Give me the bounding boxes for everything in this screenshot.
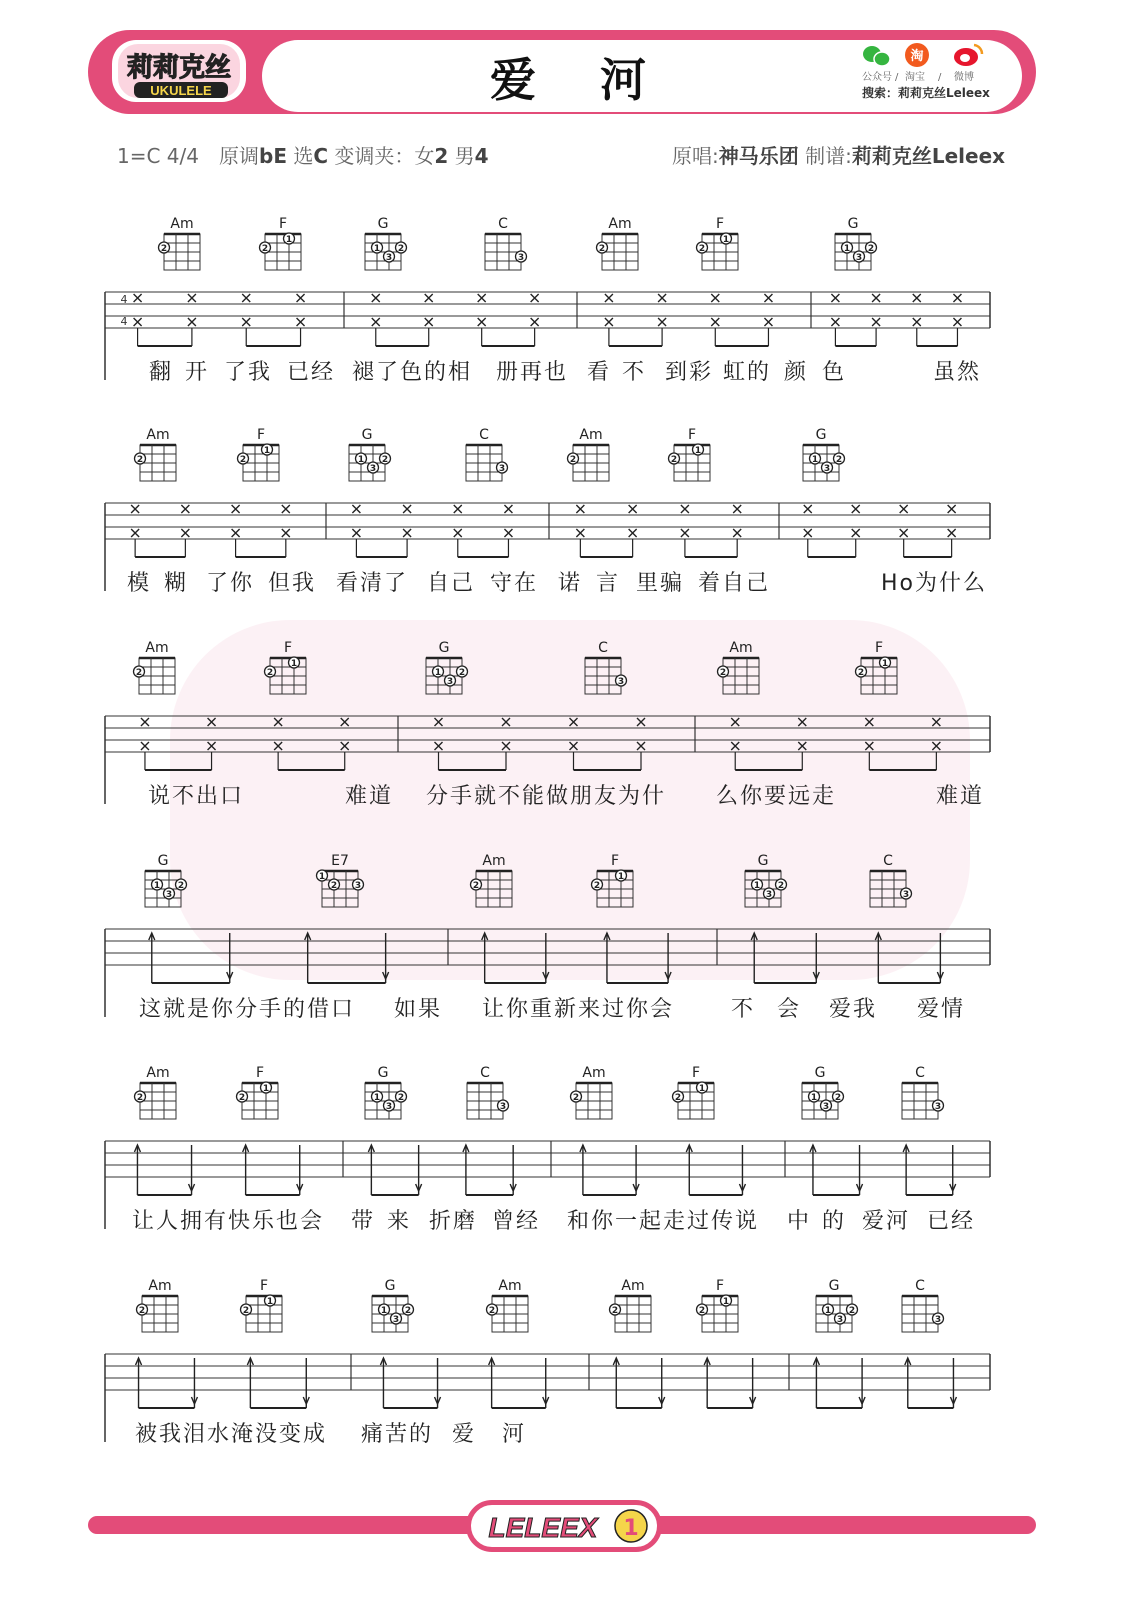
- strum-x-mark: [502, 742, 510, 750]
- finger-number: 2: [136, 455, 144, 465]
- chord-name: G: [384, 1278, 396, 1294]
- strum-x-mark: [570, 718, 578, 726]
- svg-text:/: /: [938, 72, 942, 83]
- chord-name: Am: [482, 853, 506, 869]
- strum-x-mark: [504, 529, 512, 537]
- lyric-text: 中: [786, 1209, 812, 1234]
- finger-number: 3: [934, 1315, 942, 1325]
- strum-x-mark: [852, 529, 860, 537]
- chord-name: F: [610, 853, 620, 869]
- lyric-text: 爱情: [916, 997, 966, 1022]
- finger-number: 1: [434, 668, 442, 678]
- strum-x-mark: [454, 529, 462, 537]
- finger-number: 2: [136, 1093, 144, 1103]
- strum-x-mark: [232, 505, 240, 513]
- finger-number: 2: [488, 1306, 496, 1316]
- strum-x-mark: [831, 318, 839, 326]
- strum-x-mark: [131, 505, 139, 513]
- strum-x-mark: [131, 529, 139, 537]
- finger-number: 2: [834, 1093, 842, 1103]
- finger-number: 3: [385, 1102, 393, 1112]
- strum-x-mark: [282, 529, 290, 537]
- strum-x-mark: [804, 505, 812, 513]
- lyric-text: 着自己: [697, 571, 771, 596]
- strum-x-mark: [570, 742, 578, 750]
- finger-number: 2: [835, 455, 843, 465]
- svg-text:淘: 淘: [910, 49, 924, 64]
- lyric-text: 不: [621, 360, 647, 385]
- lyric-text: 看清了: [335, 571, 409, 596]
- chord-name: F: [256, 427, 266, 443]
- finger-number: 1: [824, 1306, 832, 1316]
- lyric-text: 河: [501, 1422, 527, 1447]
- finger-number: 2: [472, 881, 480, 891]
- strum-x-mark: [681, 529, 689, 537]
- lyric-text: 虹的: [722, 360, 772, 385]
- strum-x-mark: [478, 294, 486, 302]
- finger-number: 2: [593, 881, 601, 891]
- strum-x-mark: [242, 318, 250, 326]
- strum-x-mark: [900, 505, 908, 513]
- finger-number: 2: [397, 1093, 405, 1103]
- strum-x-mark: [141, 718, 149, 726]
- strum-x-mark: [425, 318, 433, 326]
- finger-number: 1: [263, 446, 271, 456]
- strum-x-mark: [352, 505, 360, 513]
- lyric-text: 到彩: [664, 360, 714, 385]
- lyric-text: 不: [730, 997, 756, 1022]
- chord-name: Am: [146, 1065, 170, 1081]
- wechat-label: 公众号: [862, 72, 892, 83]
- strum-x-mark: [731, 742, 739, 750]
- finger-number: 1: [753, 881, 761, 891]
- strum-x-mark: [576, 529, 584, 537]
- strum-x-mark: [948, 529, 956, 537]
- strum-x-mark: [605, 318, 613, 326]
- strum-x-mark: [134, 318, 142, 326]
- chord-name: G: [377, 216, 389, 232]
- strum-x-mark: [403, 529, 411, 537]
- strum-x-mark: [454, 505, 462, 513]
- finger-number: 1: [722, 235, 730, 245]
- strum-x-mark: [232, 529, 240, 537]
- chord-name: C: [598, 640, 608, 656]
- strum-x-mark: [629, 505, 637, 513]
- lyric-text: 模: [126, 571, 152, 596]
- strum-x-mark: [711, 318, 719, 326]
- strum-x-mark: [913, 294, 921, 302]
- chord-name: Am: [729, 640, 753, 656]
- strum-x-mark: [531, 294, 539, 302]
- lyric-text: 来: [386, 1209, 412, 1234]
- chord-name: Am: [148, 1278, 172, 1294]
- lyric-text: 爱我: [828, 997, 878, 1022]
- finger-number: 3: [165, 890, 173, 900]
- lyric-text: 自己: [426, 571, 476, 596]
- chord-name: G: [814, 1065, 826, 1081]
- lyric-text: 褪了色的相: [351, 360, 473, 385]
- finger-number: 2: [458, 668, 466, 678]
- lyric-text: 么你要远走: [715, 784, 837, 809]
- finger-number: 1: [698, 1084, 706, 1094]
- finger-number: 1: [722, 1297, 730, 1307]
- finger-number: 2: [698, 244, 706, 254]
- strum-x-mark: [242, 294, 250, 302]
- footer-badge-num: 1: [623, 1516, 639, 1541]
- strum-x-mark: [576, 505, 584, 513]
- strum-x-mark: [403, 505, 411, 513]
- finger-number: 1: [811, 455, 819, 465]
- chord-name: G: [377, 1065, 389, 1081]
- finger-number: 3: [517, 253, 525, 263]
- finger-number: 1: [373, 244, 381, 254]
- chord-name: G: [757, 853, 769, 869]
- finger-number: 2: [670, 455, 678, 465]
- finger-number: 3: [385, 253, 393, 263]
- lyric-text: 但我: [267, 571, 317, 596]
- svg-text:/: /: [895, 72, 899, 83]
- strum-x-mark: [181, 529, 189, 537]
- strum-x-mark: [531, 318, 539, 326]
- chord-name: Am: [145, 640, 169, 656]
- strum-x-mark: [804, 529, 812, 537]
- finger-number: 2: [857, 668, 865, 678]
- chord-name: G: [438, 640, 450, 656]
- chord-name: C: [479, 427, 489, 443]
- finger-number: 3: [369, 464, 377, 474]
- lyric-text: 如果: [393, 997, 443, 1022]
- time-signature-bottom: 4: [120, 315, 128, 328]
- finger-number: 2: [572, 1093, 580, 1103]
- finger-number: 1: [881, 659, 889, 669]
- finger-number: 2: [698, 1306, 706, 1316]
- lyric-text: 难道: [935, 784, 985, 809]
- chord-name: F: [259, 1278, 269, 1294]
- strum-x-mark: [764, 294, 772, 302]
- strum-x-mark: [932, 742, 940, 750]
- strum-x-mark: [711, 294, 719, 302]
- strum-x-mark: [504, 505, 512, 513]
- lyric-text: 难道: [344, 784, 394, 809]
- strum-x-mark: [297, 318, 305, 326]
- finger-number: 3: [354, 881, 362, 891]
- strum-x-mark: [637, 718, 645, 726]
- finger-number: 1: [357, 455, 365, 465]
- chord-name: F: [278, 216, 288, 232]
- strum-x-mark: [733, 505, 741, 513]
- finger-number: 2: [266, 668, 274, 678]
- lyric-text: 诺: [557, 571, 583, 596]
- finger-number: 2: [238, 1093, 246, 1103]
- chord-name: F: [691, 1065, 701, 1081]
- lyric-text: 这就是你分手的借口: [138, 997, 356, 1022]
- lyric-text: 言: [595, 571, 621, 596]
- finger-number: 2: [719, 668, 727, 678]
- chord-name: G: [815, 427, 827, 443]
- lyric-text: 痛苦的: [360, 1422, 434, 1447]
- strum-x-mark: [798, 742, 806, 750]
- strum-x-mark: [865, 718, 873, 726]
- strum-x-mark: [658, 318, 666, 326]
- strum-x-mark: [637, 742, 645, 750]
- finger-number: 3: [617, 677, 625, 687]
- chord-name: G: [361, 427, 373, 443]
- strum-x-mark: [181, 505, 189, 513]
- finger-number: 2: [404, 1306, 412, 1316]
- chord-name: Am: [146, 427, 170, 443]
- chord-name: Am: [498, 1278, 522, 1294]
- chord-name: F: [283, 640, 293, 656]
- lyric-text: 了你: [205, 571, 255, 596]
- lyric-text: 让人拥有快乐也会: [131, 1209, 325, 1234]
- strum-x-mark: [764, 318, 772, 326]
- lyric-text: 和你一起走过传说: [566, 1209, 760, 1234]
- strum-x-mark: [852, 505, 860, 513]
- chord-name: Am: [621, 1278, 645, 1294]
- chord-name: F: [255, 1065, 265, 1081]
- chord-name: Am: [608, 216, 632, 232]
- strum-x-mark: [681, 505, 689, 513]
- finger-number: 1: [810, 1093, 818, 1103]
- strum-x-mark: [208, 742, 216, 750]
- lyric-text: 带: [350, 1209, 376, 1234]
- strum-x-mark: [352, 529, 360, 537]
- lyric-text: 被我泪水淹没变成: [134, 1422, 328, 1447]
- finger-number: 2: [160, 244, 168, 254]
- strum-x-mark: [865, 742, 873, 750]
- chord-name: F: [715, 216, 725, 232]
- finger-number: 2: [397, 244, 405, 254]
- finger-number: 2: [242, 1306, 250, 1316]
- chord-name: F: [687, 427, 697, 443]
- strum-x-mark: [274, 742, 282, 750]
- lyric-text: 色: [821, 360, 847, 385]
- finger-number: 3: [823, 464, 831, 474]
- strum-x-mark: [629, 529, 637, 537]
- lyric-text: 会: [776, 997, 802, 1022]
- finger-number: 2: [848, 1306, 856, 1316]
- strum-x-mark: [948, 505, 956, 513]
- lyric-text: 翻: [148, 360, 174, 385]
- strum-x-mark: [478, 318, 486, 326]
- chord-name: C: [915, 1278, 925, 1294]
- finger-number: 3: [499, 1102, 507, 1112]
- strum-x-mark: [435, 718, 443, 726]
- strum-x-mark: [932, 718, 940, 726]
- lyric-text: 的: [821, 1209, 847, 1234]
- lyric-text: 已经: [286, 360, 336, 385]
- lyric-text: 守在: [489, 571, 539, 596]
- finger-number: 3: [836, 1315, 844, 1325]
- lyric-text: 让你重新来过你会: [481, 997, 675, 1022]
- finger-number: 1: [380, 1306, 388, 1316]
- finger-number: 3: [902, 890, 910, 900]
- chord-name: E7: [331, 853, 349, 869]
- strum-x-mark: [953, 318, 961, 326]
- lyric-text: 册再也: [495, 360, 569, 385]
- chord-name: C: [915, 1065, 925, 1081]
- chord-name: G: [157, 853, 169, 869]
- finger-number: 1: [262, 1084, 270, 1094]
- lyric-text: 折磨: [428, 1209, 478, 1234]
- chord-name: Am: [582, 1065, 606, 1081]
- lyric-text: 爱河: [861, 1209, 911, 1234]
- lyric-text: 开: [184, 360, 210, 385]
- taobao-label: 淘宝: [905, 72, 925, 83]
- finger-number: 2: [330, 881, 338, 891]
- strum-x-mark: [372, 318, 380, 326]
- finger-number: 3: [765, 890, 773, 900]
- lyric-text: 糊: [163, 571, 189, 596]
- finger-number: 2: [777, 881, 785, 891]
- lyric-text: 颜: [783, 360, 809, 385]
- logo-subtext: UKULELE: [150, 83, 212, 98]
- lyric-text: 了我: [223, 360, 273, 385]
- strum-x-mark: [435, 742, 443, 750]
- strum-x-mark: [372, 294, 380, 302]
- strum-x-mark: [872, 294, 880, 302]
- finger-number: 1: [285, 235, 293, 245]
- credits: 原唱:神马乐团 制谱:莉莉克丝Leleex: [672, 144, 1006, 168]
- lyric-text: 曾经: [491, 1209, 541, 1234]
- strum-x-mark: [208, 718, 216, 726]
- chord-name: C: [883, 853, 893, 869]
- chord-name: Am: [170, 216, 194, 232]
- strum-x-mark: [872, 318, 880, 326]
- chord-name: F: [874, 640, 884, 656]
- finger-number: 3: [498, 464, 506, 474]
- strum-x-mark: [297, 294, 305, 302]
- strum-x-mark: [900, 529, 908, 537]
- strum-x-mark: [188, 294, 196, 302]
- finger-number: 3: [934, 1102, 942, 1112]
- finger-number: 2: [135, 668, 143, 678]
- strum-x-mark: [141, 742, 149, 750]
- lyric-text: 里骗: [635, 571, 685, 596]
- finger-number: 2: [381, 455, 389, 465]
- finger-number: 2: [674, 1093, 682, 1103]
- strum-x-mark: [798, 718, 806, 726]
- lyric-text: Ho为什么: [880, 571, 988, 596]
- lyric-text: 爱: [451, 1422, 477, 1447]
- search-hint: 搜索：莉莉克丝Leleex: [862, 86, 990, 100]
- chord-name: Am: [579, 427, 603, 443]
- lyric-text: 虽然: [932, 360, 982, 385]
- finger-number: 1: [153, 881, 161, 891]
- strum-x-mark: [282, 505, 290, 513]
- strum-x-mark: [502, 718, 510, 726]
- lyric-text: 看: [586, 360, 612, 385]
- strum-x-mark: [274, 718, 282, 726]
- finger-number: 2: [611, 1306, 619, 1316]
- lyric-text: 已经: [926, 1209, 976, 1234]
- strum-x-mark: [134, 294, 142, 302]
- finger-number: 3: [392, 1315, 400, 1325]
- finger-number: 1: [843, 244, 851, 254]
- chord-name: G: [847, 216, 859, 232]
- logo-text: 莉莉克丝: [126, 52, 232, 82]
- finger-number: 1: [694, 446, 702, 456]
- strum-x-mark: [733, 529, 741, 537]
- finger-number: 2: [261, 244, 269, 254]
- time-signature-top: 4: [120, 293, 128, 306]
- finger-number: 3: [446, 677, 454, 687]
- strum-x-mark: [341, 742, 349, 750]
- lyric-text: 说不出口: [147, 784, 245, 809]
- strum-x-mark: [731, 718, 739, 726]
- strum-x-mark: [425, 294, 433, 302]
- strum-x-mark: [953, 294, 961, 302]
- chord-name: C: [498, 216, 508, 232]
- finger-number: 1: [266, 1297, 274, 1307]
- strum-x-mark: [658, 294, 666, 302]
- finger-number: 1: [617, 872, 625, 882]
- footer-badge: [466, 1500, 662, 1552]
- lyric-text: 分手就不能做朋友为什: [425, 784, 667, 809]
- finger-number: 1: [373, 1093, 381, 1103]
- song-title: 爱 河: [489, 53, 670, 107]
- finger-number: 3: [822, 1102, 830, 1112]
- key-info: 1=C 4/4 原调bE 选C 变调夹：女2 男4: [117, 144, 489, 168]
- finger-number: 1: [290, 659, 298, 669]
- strum-x-mark: [913, 318, 921, 326]
- strum-x-mark: [831, 294, 839, 302]
- finger-number: 1: [318, 872, 326, 882]
- chord-name: F: [715, 1278, 725, 1294]
- finger-number: 2: [598, 244, 606, 254]
- footer-badge-text: LELEEX: [488, 1512, 598, 1543]
- strum-x-mark: [341, 718, 349, 726]
- strum-x-mark: [188, 318, 196, 326]
- finger-number: 2: [177, 881, 185, 891]
- finger-number: 2: [239, 455, 247, 465]
- finger-number: 2: [867, 244, 875, 254]
- finger-number: 2: [138, 1306, 146, 1316]
- chord-name: C: [480, 1065, 490, 1081]
- finger-number: 2: [569, 455, 577, 465]
- strum-x-mark: [605, 294, 613, 302]
- weibo-label: 微博: [954, 72, 974, 83]
- finger-number: 3: [855, 253, 863, 263]
- chord-name: G: [828, 1278, 840, 1294]
